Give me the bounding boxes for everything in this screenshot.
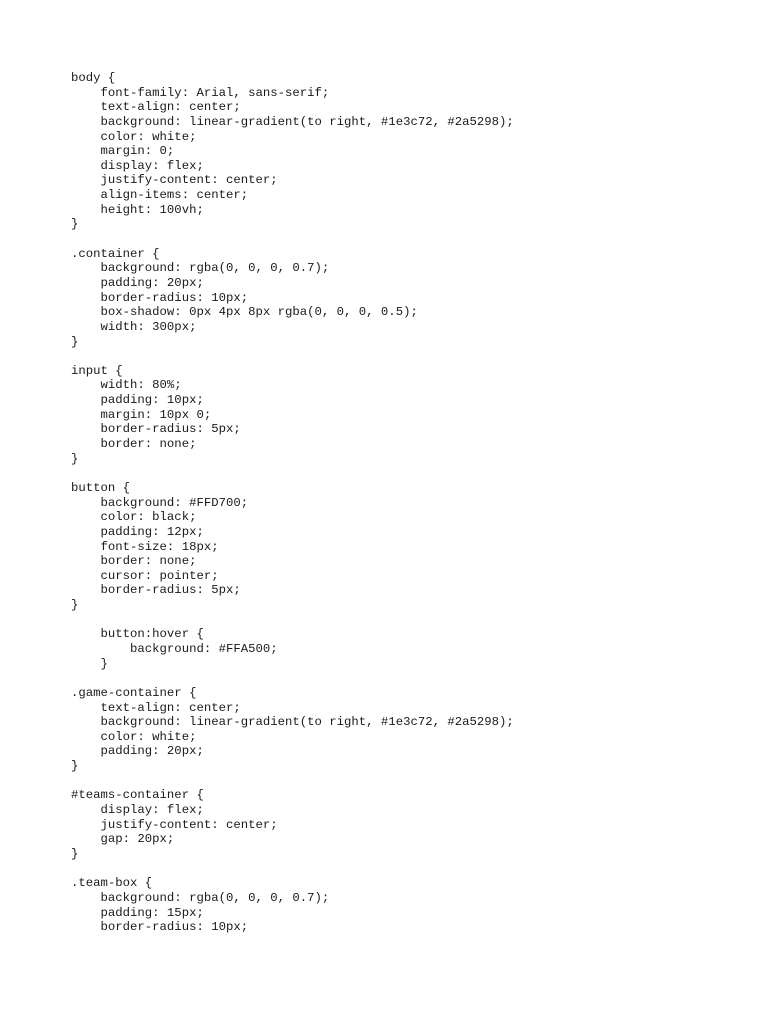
code-line: }	[71, 759, 79, 774]
code-line	[71, 671, 514, 686]
code-line: justify-content: center;	[71, 173, 278, 188]
code-line: background: rgba(0, 0, 0, 0.7);	[71, 890, 330, 905]
code-line: background: linear-gradient(to right, #1e3c72, #2a5298);	[71, 715, 514, 730]
code-line: cursor: pointer;	[71, 568, 219, 583]
code-line: body {	[71, 71, 116, 85]
code-line: color: white;	[71, 729, 197, 744]
code-line: .team-box {	[71, 876, 153, 891]
code-line: .container {	[71, 246, 160, 261]
code-line: padding: 15px;	[71, 905, 204, 920]
code-line: width: 80%;	[71, 378, 182, 393]
code-line: display: flex;	[71, 803, 204, 818]
code-line: text-align: center;	[71, 100, 241, 115]
code-line: width: 300px;	[71, 319, 197, 334]
code-line: margin: 10px 0;	[71, 407, 212, 422]
code-line	[71, 349, 514, 364]
code-line: display: flex;	[71, 158, 204, 173]
code-line: border-radius: 10px;	[71, 290, 249, 305]
code-line: padding: 10px;	[71, 393, 204, 408]
code-line: background: linear-gradient(to right, #1e3c72, #2a5298);	[71, 114, 514, 129]
code-line: font-size: 18px;	[71, 539, 219, 554]
code-line: background: #FFD700;	[71, 495, 249, 510]
code-line: background: rgba(0, 0, 0, 0.7);	[71, 261, 330, 276]
code-line	[71, 613, 514, 628]
css-code-block	[71, 71, 514, 935]
code-line	[71, 774, 514, 789]
code-line: gap: 20px;	[71, 832, 175, 847]
code-line: box-shadow: 0px 4px 8px rgba(0, 0, 0, 0.5);	[71, 305, 418, 320]
code-line: .game-container {	[71, 685, 197, 700]
code-line: padding: 20px;	[71, 744, 204, 759]
code-line: color: black;	[71, 510, 197, 525]
code-line: border: none;	[71, 554, 197, 569]
code-line: height: 100vh;	[71, 202, 204, 217]
code-line: justify-content: center;	[71, 817, 278, 832]
code-line: }	[71, 334, 79, 349]
code-line: input {	[71, 363, 123, 378]
code-line: background: #FFA500;	[71, 641, 278, 656]
code-line: border-radius: 5px;	[71, 422, 241, 437]
code-line	[71, 466, 514, 481]
code-line: padding: 20px;	[71, 275, 204, 290]
code-line: }	[71, 598, 79, 613]
code-line: padding: 12px;	[71, 524, 204, 539]
code-line: #teams-container {	[71, 788, 204, 803]
code-line: }	[71, 846, 79, 861]
code-line: align-items: center;	[71, 188, 249, 203]
code-line	[71, 862, 514, 877]
code-line: }	[71, 451, 79, 466]
code-line: border-radius: 10px;	[71, 920, 249, 935]
code-line: border: none;	[71, 437, 197, 452]
code-line: text-align: center;	[71, 700, 241, 715]
code-line: }	[71, 656, 108, 671]
code-line: font-family: Arial, sans-serif;	[71, 85, 330, 100]
code-line: border-radius: 5px;	[71, 583, 241, 598]
code-line: button {	[71, 480, 131, 495]
code-line: }	[71, 217, 79, 232]
code-line: button:hover {	[71, 627, 204, 642]
code-line: margin: 0;	[71, 144, 175, 159]
code-line	[71, 232, 514, 247]
code-line: color: white;	[71, 129, 197, 144]
